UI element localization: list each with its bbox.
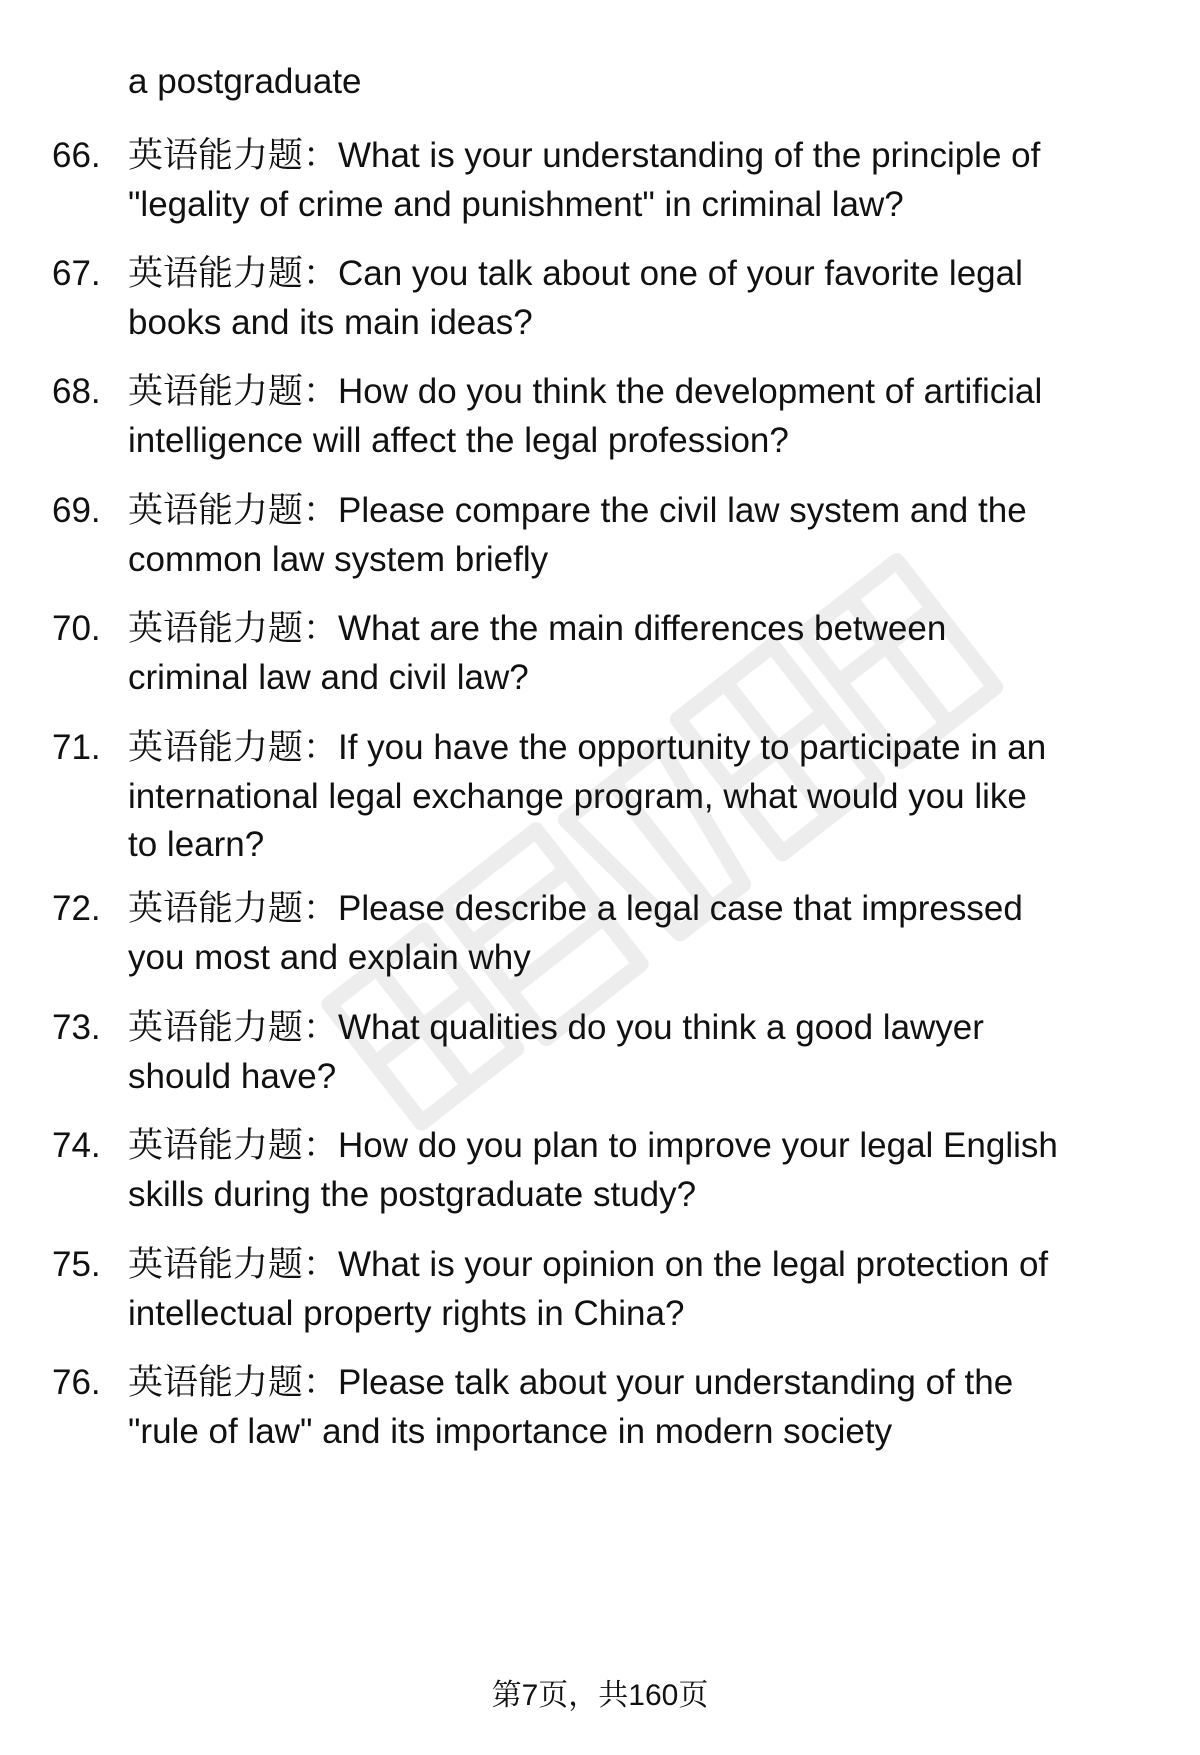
question-text-line: skills during the postgraduate study? bbox=[128, 1174, 697, 1214]
question-number: 70. bbox=[52, 609, 101, 648]
question-number: 67. bbox=[52, 254, 101, 293]
question-text-line: you most and explain why bbox=[128, 937, 531, 977]
question-text-line: 英语能力题：How do you think the development of artificial bbox=[128, 372, 1043, 411]
question-text-line: to learn? bbox=[128, 825, 265, 864]
question-text-line: common law system briefly bbox=[128, 539, 549, 579]
question-text bbox=[128, 1004, 1200, 1101]
question-text bbox=[128, 487, 1200, 584]
question-text bbox=[128, 250, 1200, 347]
question-text-line: 英语能力题：What are the main differences between bbox=[128, 609, 947, 648]
question-text bbox=[128, 605, 1200, 702]
question-text-line: should have? bbox=[128, 1056, 337, 1096]
question-number: 71. bbox=[52, 728, 101, 767]
question-text bbox=[128, 132, 1200, 229]
question-text-line: 英语能力题：What is your opinion on the legal protection of bbox=[128, 1245, 1049, 1284]
question-text bbox=[128, 1241, 1200, 1338]
question-text-line: 英语能力题：Please talk about your understanding of the bbox=[128, 1363, 1014, 1402]
question-text bbox=[128, 1122, 1200, 1219]
question-number: 73. bbox=[52, 1008, 101, 1047]
question-number: 76. bbox=[52, 1363, 101, 1402]
question-number: 66. bbox=[52, 136, 101, 175]
question-number: 69. bbox=[52, 491, 101, 530]
continuation-text: a postgraduate bbox=[128, 62, 362, 101]
question-text bbox=[128, 885, 1200, 982]
question-text-line: intelligence will affect the legal profession? bbox=[128, 420, 789, 460]
question-text-line: 英语能力题：What is your understanding of the principle of bbox=[128, 136, 1041, 175]
question-text-line: 英语能力题：How do you plan to improve your legal English bbox=[128, 1126, 1058, 1165]
question-text bbox=[128, 1359, 1200, 1456]
question-number: 72. bbox=[52, 889, 101, 928]
question-text-line: 英语能力题：Can you talk about one of your favorite legal bbox=[128, 254, 1023, 293]
question-text-line: books and its main ideas? bbox=[128, 302, 533, 342]
question-text-line: 英语能力题：Please describe a legal case that impressed bbox=[128, 889, 1023, 928]
question-number: 74. bbox=[52, 1126, 101, 1165]
question-text-line: 英语能力题：What qualities do you think a good lawyer bbox=[128, 1008, 984, 1047]
question-text-line: "legality of crime and punishment" in criminal law? bbox=[128, 184, 904, 224]
question-text-line: 英语能力题：Please compare the civil law system and the bbox=[128, 491, 1027, 530]
question-number: 68. bbox=[52, 372, 101, 411]
question-text-line: criminal law and civil law? bbox=[128, 657, 529, 697]
page-footer: 第7页，共160页 bbox=[491, 1679, 709, 1712]
question-text-line: 英语能力题：If you have the opportunity to participate in an bbox=[128, 728, 1047, 767]
question-text-line: intellectual property rights in China? bbox=[128, 1293, 685, 1333]
question-text-line: international legal exchange program, what would you like bbox=[128, 776, 1027, 816]
question-text-line: "rule of law" and its importance in modern society bbox=[128, 1411, 893, 1451]
question-text bbox=[128, 368, 1200, 465]
question-text bbox=[128, 724, 1200, 870]
question-number: 75. bbox=[52, 1245, 101, 1284]
